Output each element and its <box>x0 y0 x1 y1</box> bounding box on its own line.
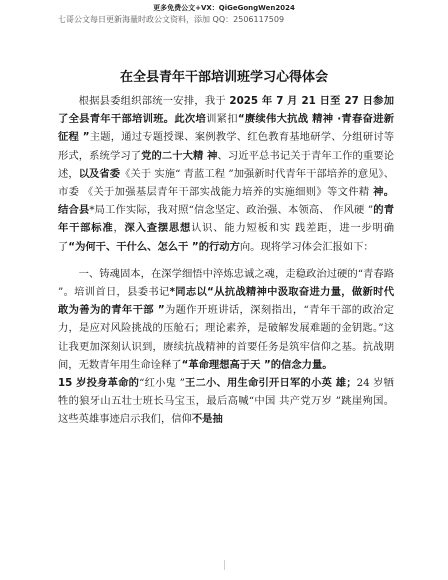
text-run: 的青年干部标准 <box>58 204 395 235</box>
text-run: 一、铸魂固本，在深学细悟中淬炼忠诚之魂，走稳政治过硬的 <box>78 267 358 280</box>
page-divider <box>224 560 225 570</box>
document-body <box>58 92 394 429</box>
text-run: *局工作实际，我对照 <box>89 204 189 217</box>
document-title: 在全县青年干部培训班学习心得体会 <box>119 70 328 85</box>
text-run: 主题，通过专题授课、案例教学、红色教育基地研学、分组研讨等形式，系统学习了 <box>58 131 395 162</box>
text-run: 、习近平总书记关于青年工作的重要论述， <box>58 149 394 180</box>
text-run: *同志以 <box>169 286 208 299</box>
text-run: 、市委 《关于加强基层青年干部实战能力培养的实施细则》等文件精 <box>58 167 394 199</box>
text-run: 不是抽 <box>191 413 223 426</box>
text-run: 《关于 实施“ 青蓝工程 ”加强新时代青年干部培养的意见》 <box>120 167 384 180</box>
text-run: 的信念力量。 <box>270 358 333 371</box>
text-run: 根据县委组织部统一安排，我于 <box>78 95 230 107</box>
header-notice: 七哥公文每日更新海量时政公文资料，添加 QQ：2506117509 <box>58 15 285 24</box>
text-run: 以及省委 <box>78 167 121 180</box>
text-run: “革命理想高于天 ” <box>181 358 271 371</box>
text-run: 。培训首日，县委书记 <box>63 286 170 299</box>
text-run: 向。现将学习体会汇报如下： <box>239 240 374 253</box>
text-run: 认识、能力短板和实 践差距，进一步明确了 <box>58 222 394 253</box>
text-run: 15 岁投身革命的 <box>58 377 140 390</box>
text-run: 24 岁牺牲的狼牙山五壮士班长马宝玉，最后高喊“中国 共产党万岁 ”跳崖殉国。这些英雄事迹启示我们，信仰 <box>58 377 394 426</box>
text-run: “为何干、干什么、怎么干 ” <box>68 240 199 253</box>
text-run: 2025 年 7 月 21 日至 27 日参加了全县青年干部培训班。此次培 <box>58 95 394 126</box>
text-run: 的行动方 <box>198 240 240 253</box>
text-run: ， <box>113 222 125 235</box>
text-run: 王二小、用生命引开日军的小英 雄； <box>184 377 357 390</box>
text-run: 训紧扣 <box>206 113 238 126</box>
text-run: 神。结合县 <box>58 186 395 217</box>
paragraph-section-one <box>58 265 394 374</box>
text-run: 深入查摆思想 <box>124 222 192 235</box>
text-run: “从抗战精神中汲取奋进力量，做新时代敢为善为的青年干部 ” <box>58 286 394 317</box>
text-run: “红小鬼 ” <box>139 377 185 390</box>
paragraph-intro <box>58 92 394 256</box>
text-run: 为题作开班讲话，深刻指出， <box>164 304 304 317</box>
paragraph-heroes <box>58 374 394 429</box>
promo-banner: 更多免费公文+VX：QiGeGongWen2024 <box>153 4 295 12</box>
text-run: ”这让我更加深刻认识到，赓续抗战精神的首要任务是筑牢信仰之基。抗战期间，无数青年用生命诠释了 <box>58 322 394 371</box>
text-run: “青年干部的政治定力，是应对风险挑战的压舱石；理论素养，是破解发展难题的金钥匙。 <box>58 304 395 335</box>
text-run: “青春路 ” <box>58 267 395 299</box>
text-run: “赓续伟大抗战 精神 ·青春奋进新征程 ” <box>58 113 394 144</box>
text-run: “信念坚定、政治强、本领高、 作风硬 ” <box>188 204 374 217</box>
text-run: 党的二十大精 神 <box>141 149 218 162</box>
